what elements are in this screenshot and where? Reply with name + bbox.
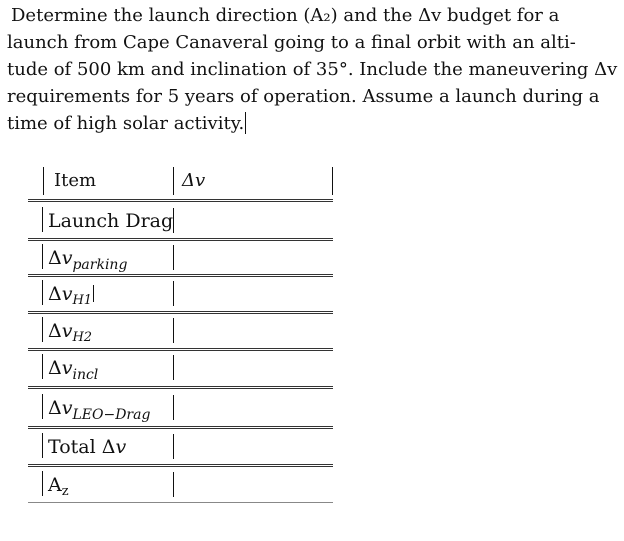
- row-label-az: $A_z$: [42, 471, 69, 499]
- row-label-dv-h2: $\Delta v_{H2}$: [42, 317, 92, 345]
- table-row[interactable]: [28, 428, 333, 467]
- text-cursor: [93, 285, 94, 302]
- cell-separator: [173, 318, 174, 343]
- cell-separator: [173, 395, 174, 420]
- table-row[interactable]: [28, 276, 333, 314]
- cell-separator: [173, 281, 174, 306]
- table-row[interactable]: [28, 466, 333, 503]
- row-label-launch-drag: Launch Drag: [42, 207, 173, 232]
- row-label-dv-incl: $\Delta v_{incl}$: [42, 354, 98, 383]
- problem-line-3: tude of 500 km and inclination of 35°. Include the maneuvering Δv: [7, 59, 618, 80]
- text-cursor: [245, 112, 246, 134]
- table-row[interactable]: [28, 240, 333, 277]
- table-column-divider: [173, 167, 174, 195]
- cell-separator: [173, 208, 174, 233]
- problem-line-1: Determine the launch direction (A₂) and the Δv budget for a: [11, 5, 560, 26]
- table-row[interactable]: [28, 388, 333, 429]
- cell-separator: [173, 355, 174, 380]
- cell-separator: [173, 434, 174, 459]
- header-item-label: Item: [54, 170, 97, 191]
- problem-line-4: requirements for 5 years of operation. Assume a launch during a: [7, 86, 600, 107]
- row-label-dv-parking: $\Delta v_{parking}$: [42, 244, 127, 273]
- table-right-border: [332, 167, 333, 195]
- table-row[interactable]: [28, 313, 333, 351]
- problem-line-5: time of high solar activity.: [7, 113, 245, 134]
- table-row[interactable]: [28, 350, 333, 389]
- table-left-border: [43, 167, 44, 195]
- table-header-row: [28, 162, 333, 202]
- row-label-dv-leo-drag: $\Delta v_{LEO-Drag}$: [42, 394, 150, 423]
- problem-line-2: launch from Cape Canaveral going to a final orbit with an alti-: [7, 32, 576, 53]
- header-delta-v-label: Δv: [182, 170, 206, 191]
- problem-statement[interactable]: [7, 2, 618, 137]
- row-label-dv-h1: $\Delta v_{H1}$: [42, 280, 94, 308]
- row-label-total-dv: Total Δv: [42, 433, 126, 458]
- table-row[interactable]: [28, 201, 333, 241]
- cell-separator: [173, 245, 174, 270]
- cell-separator: [173, 472, 174, 497]
